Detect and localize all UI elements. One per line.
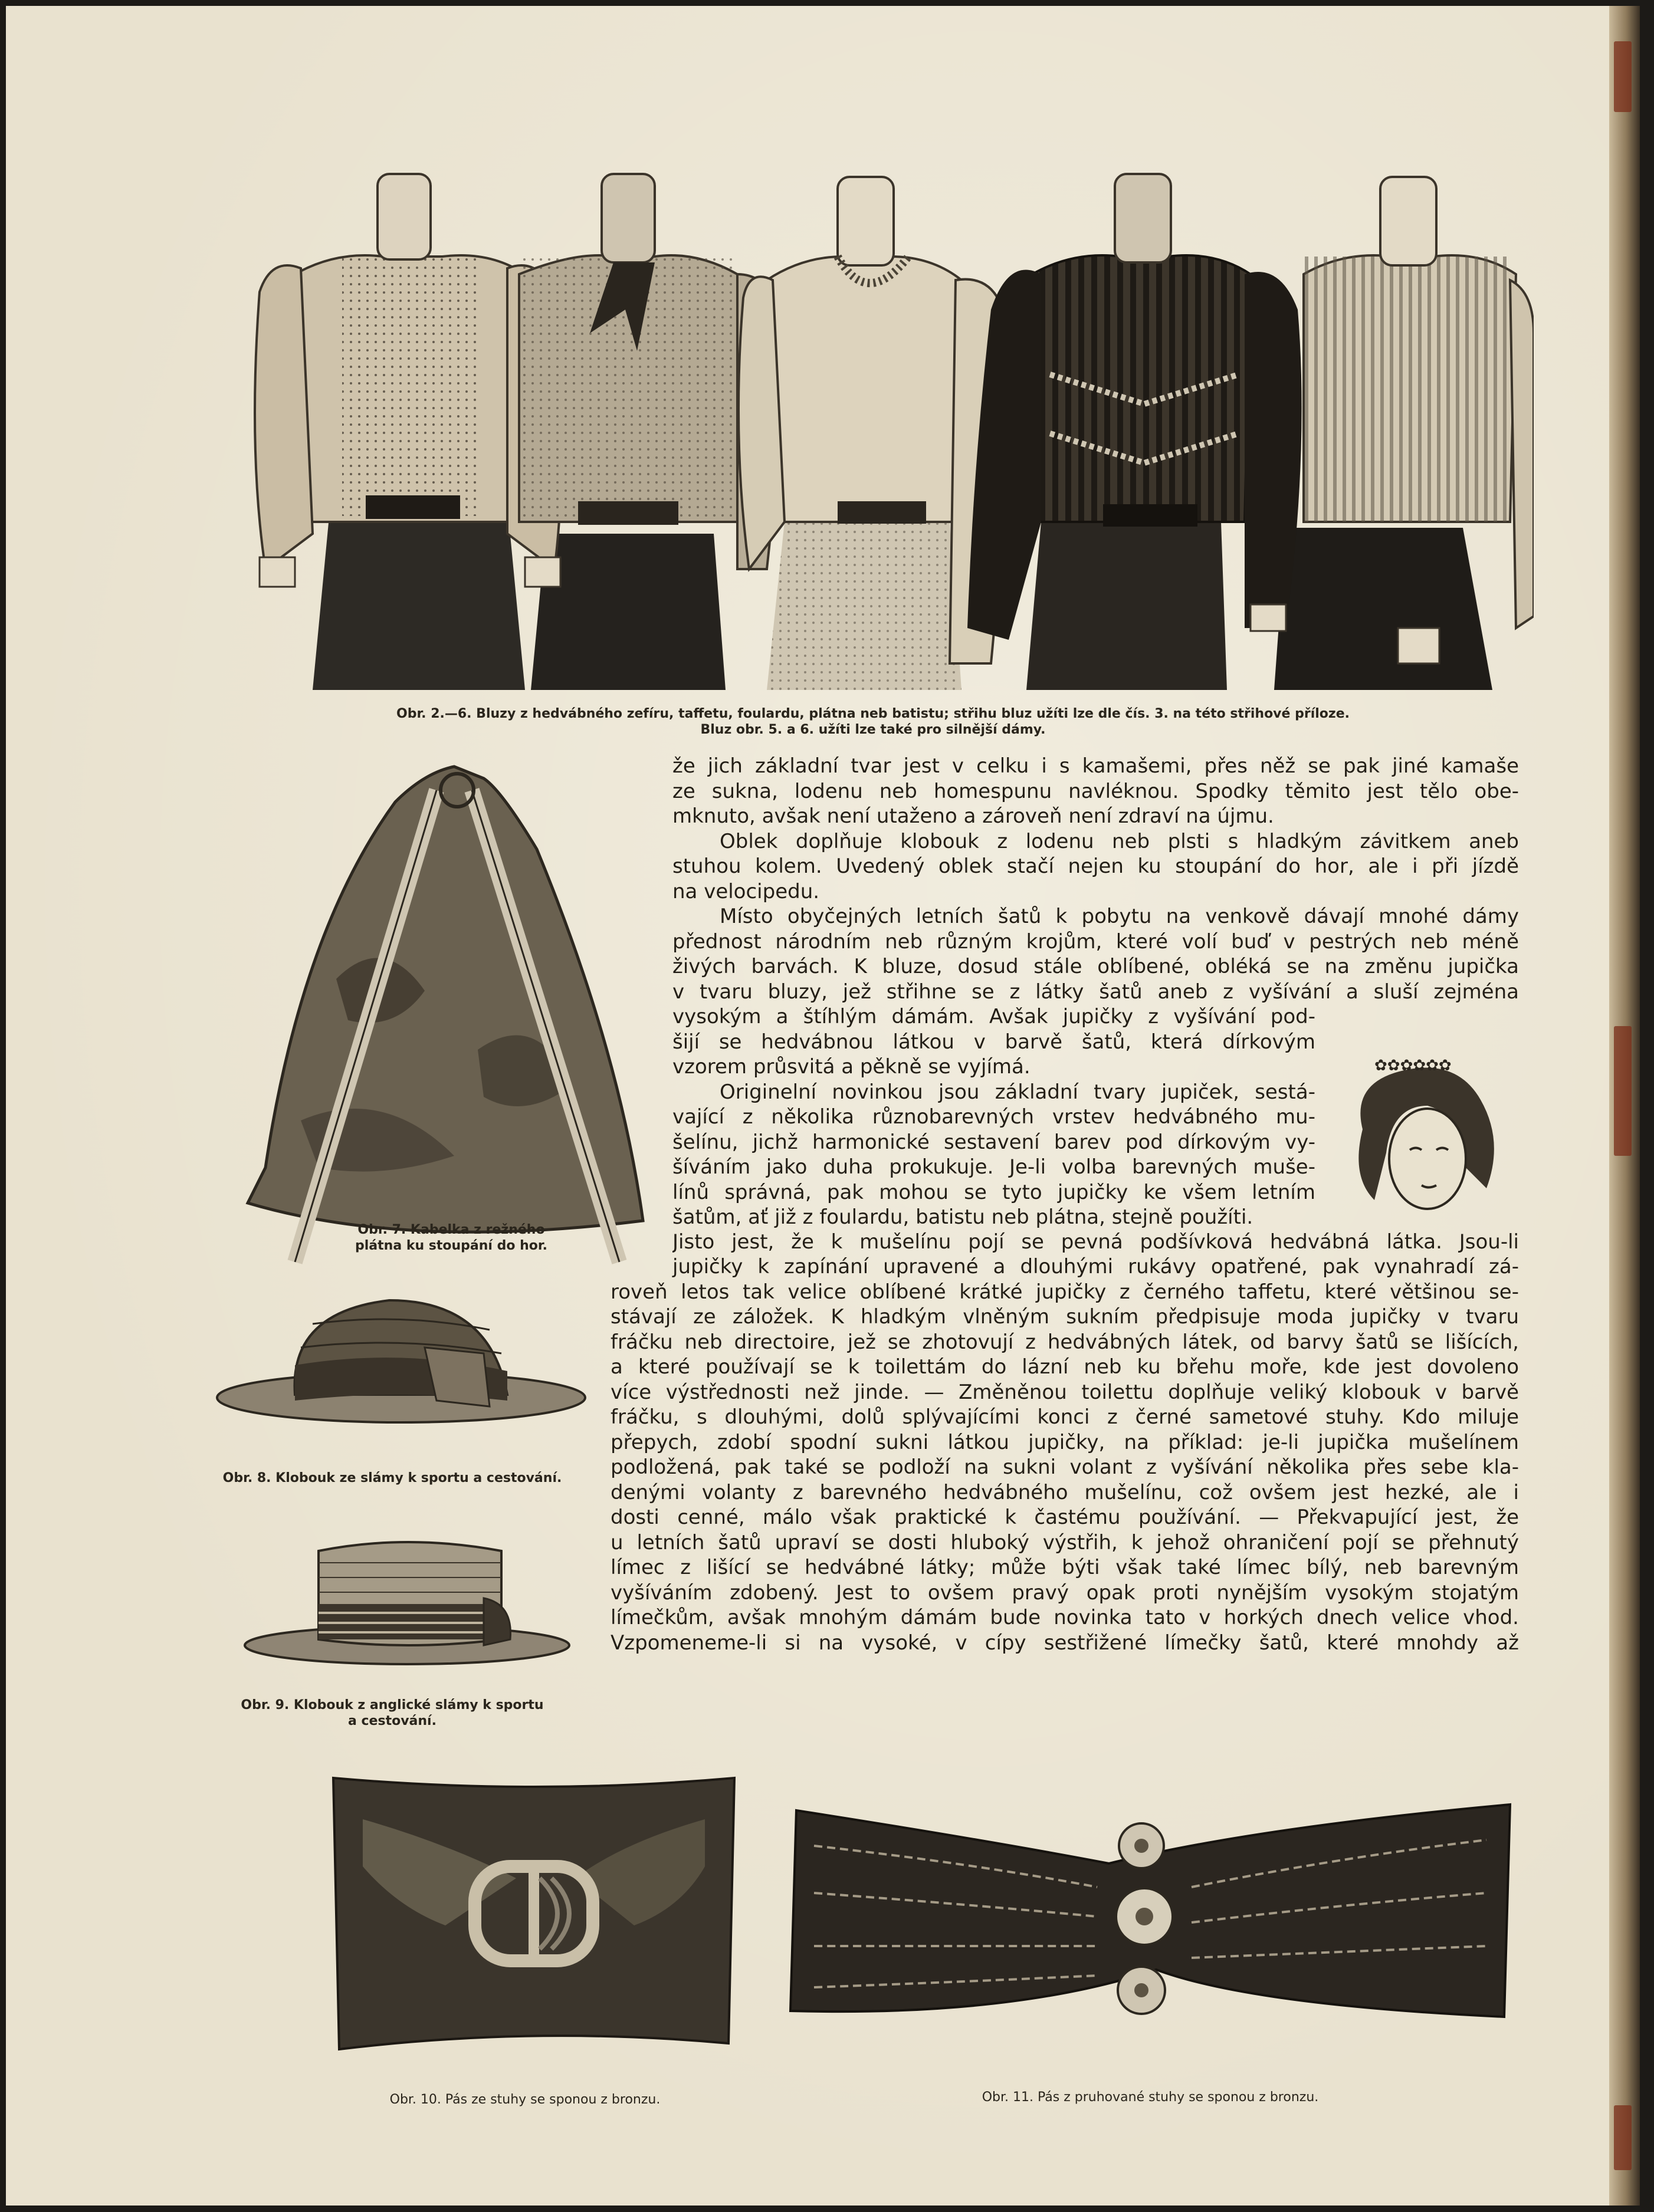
text-line: línů správná, pak mohou se tyto jupičky ke všem letním — [672, 1180, 1315, 1204]
boater-hat-caption-line-1: Obr. 9. Klobouk z anglické slámy k sportu — [241, 1698, 544, 1713]
blouses-illustration — [248, 156, 1534, 690]
straw-hat-caption: Obr. 8. Klobouk ze slámy k sportu a cestování. — [222, 1471, 562, 1485]
text-line: přepych, zdobí spodní sukni látkou jupičky, na příklad: je-li jupička mušelínem — [611, 1430, 1519, 1454]
text-line: stuhou kolem. Uvedený oblek stačí nejen ku stoupání do hor, ale i při jízdě — [672, 854, 1519, 878]
text-line: šelínu, jichž harmonické sestavení barev pod dírkovým vy- — [672, 1130, 1315, 1154]
text-line: více výstřednosti než jinde. — Změněnou toilettu doplňuje veliký klobouk v barvě — [611, 1380, 1519, 1404]
striped-belt-illustration — [779, 1793, 1516, 2040]
blouses-caption-line-1: Obr. 2.—6. Bluzy z hedvábného zefíru, taffetu, foulardu, plátna neb batistu; střihu bluz užíti lze dle čís. 3. na této střihové příloze. — [396, 706, 1350, 721]
article-text-mid — [672, 1230, 1519, 1255]
text-line: že jich základní tvar jest v celku i s kamašemi, přes něž se pak jiné kamaše — [672, 754, 1519, 778]
belt-buckle-caption: Obr. 10. Pás ze stuhy se sponou z bronzu. — [389, 2092, 661, 2107]
text-line: límec z lišící se hedvábné látky; může býti však také límec bílý, neb barevným — [611, 1556, 1519, 1579]
straw-hat-illustration — [212, 1289, 590, 1448]
text-line: Originelní novinkou jsou základní tvary jupiček, sestá- — [720, 1080, 1315, 1104]
flower-icon — [1118, 1967, 1165, 2014]
flower-icon — [1119, 1823, 1164, 1868]
bag-illustration — [230, 755, 655, 1274]
text-line: vzorem průsvitá a pěkně se vyjímá. — [672, 1055, 1031, 1079]
text-line: denými volanty z barevného hedvábného mušelínu, což ovšem jest hezké, ale i — [611, 1480, 1519, 1504]
text-line: jupičky k zapínání upravené a dlouhými rukávy opatřené, pak vynahradí zá- — [672, 1255, 1519, 1278]
text-line: Vzpomeneme-li si na vysoké, v cípy sestřižené límečky šatů, které mnohdy až — [611, 1631, 1519, 1655]
boater-hat-caption-line-2: a cestování. — [348, 1714, 437, 1728]
bag-caption — [336, 1222, 566, 1254]
text-line: vyšíváním zdobený. Jest to ovšem pravý opak proti nynějším vysokým stojatým — [611, 1580, 1519, 1605]
text-line: ze sukna, lodenu neb homespunu navléknou. Spodky těmito jest tělo obe- — [672, 779, 1519, 803]
text-line: u letních šatů upraví se dosti hluboký výstřih, k jehož ohraničení pojí se přehnutý — [611, 1530, 1519, 1554]
bag-caption-line-2: plátna ku stoupání do hor. — [355, 1238, 547, 1253]
blouses-caption-line-2: Bluz obr. 5. a 6. užíti lze také pro silnější dámy. — [700, 722, 1046, 737]
text-line: šatům, ať již z foulardu, batistu neb plátna, stejně použíti. — [672, 1205, 1253, 1229]
bag-caption-line-1: Obr. 7. Kabelka z režného — [357, 1222, 545, 1237]
boater-hat-illustration — [242, 1521, 572, 1669]
text-line: mknuto, avšak není utaženo a zároveň není zdraví na újmu. — [672, 804, 1274, 828]
binding-edge — [1609, 6, 1640, 2206]
text-line: na velocipedu. — [672, 879, 820, 903]
text-line: stávají ze záložek. K hladkým vlněným sukním předpisuje moda jupičky v tvaru — [611, 1305, 1519, 1329]
text-line: Oblek doplňuje klobouk z lodenu neb plsti s hladkým závitkem aneb — [720, 829, 1519, 853]
svg-text:✿✿✿✿✿✿: ✿✿✿✿✿✿ — [1374, 1057, 1452, 1074]
blouses-caption — [283, 706, 1463, 738]
text-line: a které používají se k toilettám do lázní neb ku břehu moře, kde jest dovoleno — [611, 1355, 1519, 1379]
text-line: vysokým a štíhlým dámám. Avšak jupičky z vyšívání pod- — [672, 1005, 1315, 1028]
text-line: Jisto jest, že k mušelínu pojí se pevná podšívková hedvábná látka. Jsou-li — [672, 1230, 1519, 1254]
text-line: límečkům, avšak mnohým dámám bude novinka tato v horkých dnech velice vhod. — [611, 1606, 1519, 1629]
flower-icon — [1116, 1888, 1173, 1945]
text-line: fráčku, s dlouhými, dolů splývajícími konci z černé sametové stuhy. Kdo miluje — [611, 1405, 1519, 1429]
text-line: živých barvách. K bluze, dosud stále oblíbené, obléká se na změnu jupička — [672, 955, 1519, 978]
text-line: šijí se hedvábnou látkou v barvě šatů, která dírkovým — [672, 1030, 1315, 1054]
article-text-wide — [611, 1254, 1519, 1655]
text-line: přednost národním neb různým krojům, které volí buď v pestrých neb méně — [672, 929, 1519, 954]
text-line: šíváním jako duha prokukuje. Je-li volba barevných muše- — [672, 1155, 1315, 1179]
boater-hat-caption — [206, 1697, 578, 1729]
text-line: podložená, pak také se podloží na sukni volant z vyšívání několika přes sebe kla- — [611, 1455, 1519, 1479]
article-text-narrow — [672, 1004, 1315, 1230]
article-text-top — [672, 754, 1519, 1004]
text-line: v tvaru bluzy, jež střihne se z látky šatů aneb z vyšívání a sluší zejména — [672, 980, 1519, 1004]
text-line: Místo obyčejných letních šatů k pobytu na venkově dávají mnohé dámy — [720, 905, 1519, 928]
girl-head-vignette — [1339, 1047, 1516, 1235]
text-line: vající z několika různobarevných vrstev hedvábného mu- — [672, 1105, 1315, 1129]
belt-buckle-illustration — [327, 1772, 740, 2055]
text-line: roveň letos tak velice oblíbené krátké jupičky z černého taffetu, které většinou se- — [611, 1280, 1519, 1304]
magazine-page — [6, 6, 1640, 2206]
text-line: fráčku neb directoire, jež se zhotovují z hedvábných látek, od barvy šatů se lišících, — [611, 1330, 1519, 1354]
text-line: dosti cenné, málo však praktické k častému používání. — Překvapující jest, že — [611, 1506, 1519, 1529]
striped-belt-caption: Obr. 11. Pás z pruhované stuhy se sponou z bronzu. — [982, 2090, 1319, 2105]
